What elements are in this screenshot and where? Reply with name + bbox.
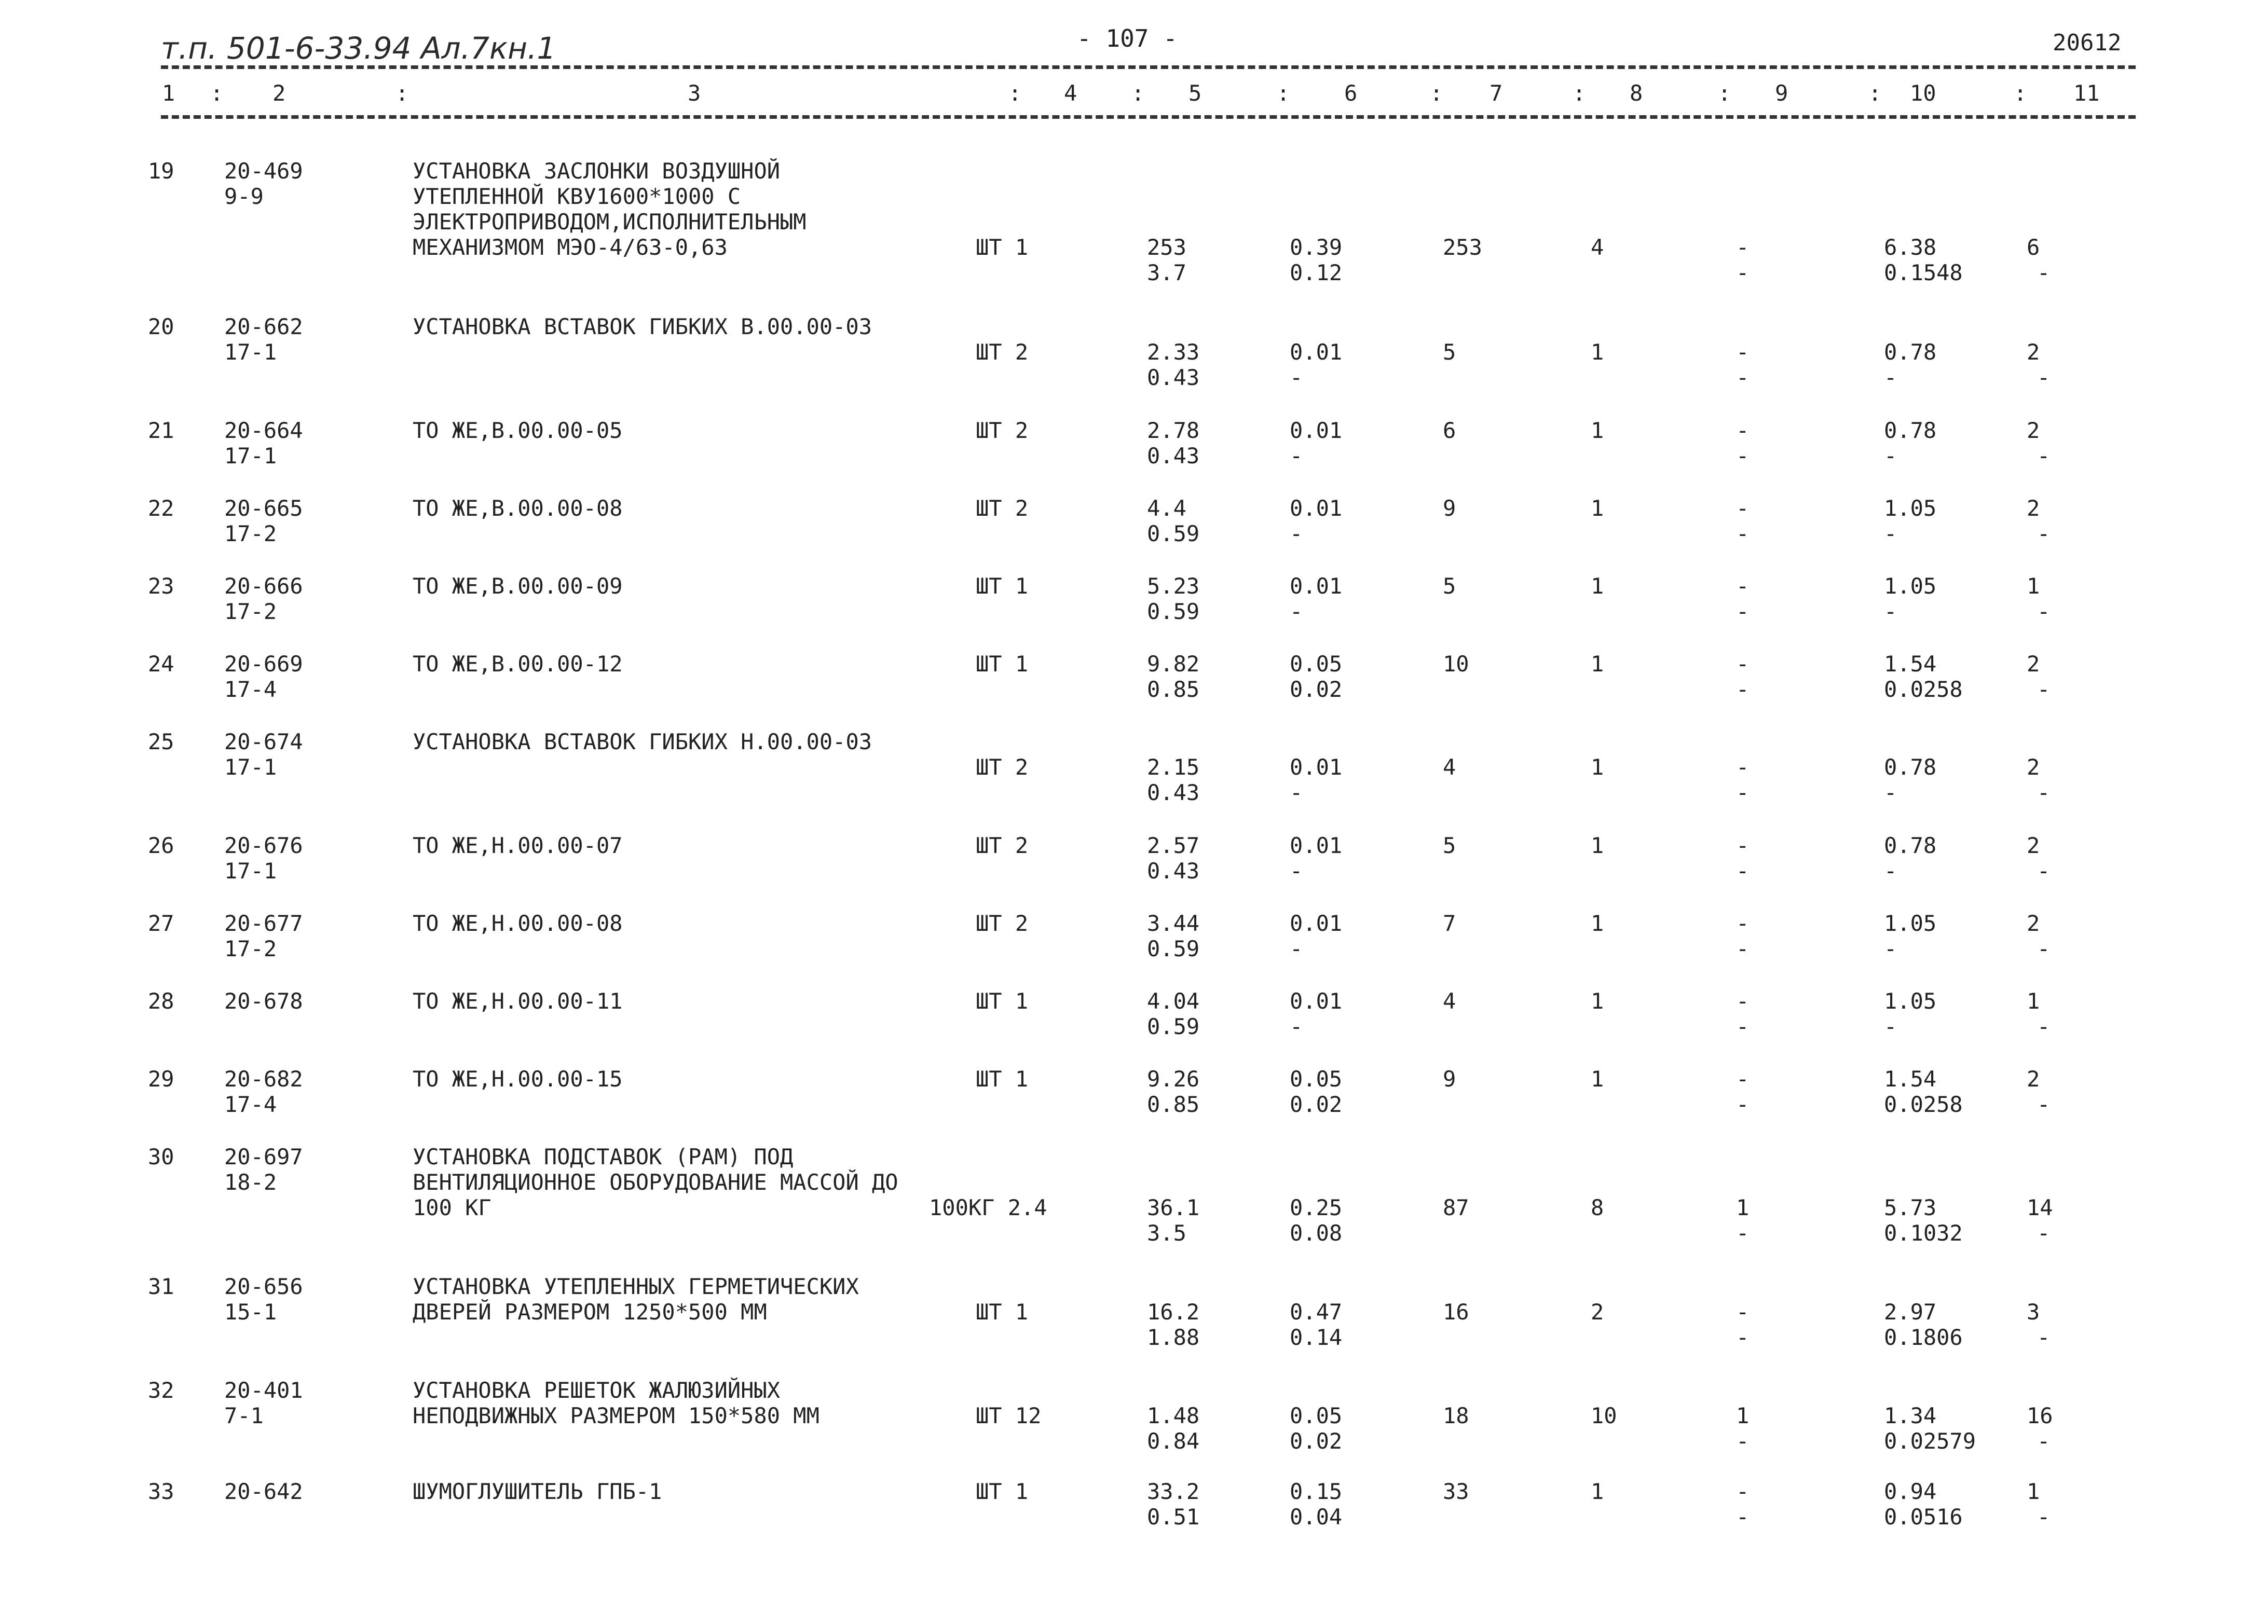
- labor-total: 6: [2027, 235, 2040, 260]
- row-number: 26: [148, 833, 174, 858]
- work-description: ТО ЖЕ,В.00.00-12: [413, 651, 623, 677]
- machine-cost-wages: -: [1290, 443, 1303, 469]
- machine-cost-wages: -: [1290, 1014, 1303, 1039]
- total-cost: 4: [1443, 754, 1456, 780]
- unit-cost-wages: 0.43: [1147, 443, 1200, 469]
- work-description: ТО ЖЕ,В.00.00-05: [413, 418, 623, 443]
- sheet-number: 20612: [2053, 30, 2122, 56]
- machine-cost: 0.15: [1290, 1479, 1343, 1504]
- column-separator: :: [1131, 80, 1145, 106]
- norm-code: 20-665: [224, 496, 303, 521]
- total-machine-wages: -: [1736, 260, 1750, 285]
- column-separator: :: [1868, 80, 1882, 106]
- labor-machinists: 0.1032: [1884, 1220, 1963, 1246]
- unit-cost: 16.2: [1147, 1299, 1200, 1325]
- machine-cost: 0.01: [1290, 573, 1343, 599]
- unit-quantity: ШТ 1: [976, 651, 1029, 677]
- labor-total: 2: [2027, 911, 2040, 936]
- column-separator: :: [1718, 80, 1731, 106]
- total-machine: -: [1736, 418, 1750, 443]
- norm-code: 20-469: [224, 158, 303, 184]
- unit-cost: 2.33: [1147, 339, 1200, 365]
- labor-per-unit: 1.05: [1884, 573, 1937, 599]
- machine-cost: 0.01: [1290, 496, 1343, 521]
- norm-subcode: 17-2: [224, 521, 277, 546]
- machine-cost: 0.25: [1290, 1195, 1343, 1220]
- total-machine: -: [1736, 754, 1750, 780]
- unit-cost: 2.78: [1147, 418, 1200, 443]
- machine-cost-wages: 0.08: [1290, 1220, 1343, 1246]
- total-machine: -: [1736, 235, 1750, 260]
- labor-machinists: 0.1548: [1884, 260, 1963, 285]
- labor-per-unit: 2.97: [1884, 1299, 1937, 1325]
- labor-machinists-total: -: [2037, 858, 2051, 884]
- total-machine: 1: [1736, 1403, 1750, 1428]
- norm-code: 20-401: [224, 1378, 303, 1403]
- unit-cost: 5.23: [1147, 573, 1200, 599]
- machine-cost-wages: -: [1290, 599, 1303, 624]
- norm-subcode: 7-1: [224, 1403, 264, 1428]
- norm-subcode: 17-1: [224, 754, 277, 780]
- labor-total: 2: [2027, 754, 2040, 780]
- norm-subcode: 17-1: [224, 858, 277, 884]
- labor-machinists-total: -: [2037, 1428, 2051, 1454]
- norm-code: 20-656: [224, 1274, 303, 1299]
- norm-code: 20-666: [224, 573, 303, 599]
- column-separator: :: [1008, 80, 1022, 106]
- header-rule: [161, 115, 2136, 119]
- labor-per-unit: 0.78: [1884, 754, 1937, 780]
- unit-quantity: ШТ 2: [976, 911, 1029, 936]
- total-machine-wages: -: [1736, 936, 1750, 961]
- total-machine: -: [1736, 651, 1750, 677]
- labor-total: 2: [2027, 339, 2040, 365]
- total-wages: 1: [1591, 754, 1604, 780]
- total-machine-wages: -: [1736, 1014, 1750, 1039]
- column-separator: :: [1430, 80, 1443, 106]
- unit-quantity: ШТ 2: [976, 496, 1029, 521]
- machine-cost-wages: 0.02: [1290, 1092, 1343, 1117]
- total-machine-wages: -: [1736, 780, 1750, 805]
- work-description: МЕХАНИЗМОМ МЭО-4/63-0,63: [413, 235, 728, 260]
- machine-cost-wages: -: [1290, 365, 1303, 390]
- labor-per-unit: 1.34: [1884, 1403, 1937, 1428]
- unit-quantity: ШТ 1: [976, 988, 1029, 1014]
- row-number: 29: [148, 1066, 174, 1092]
- total-machine-wages: -: [1736, 677, 1750, 702]
- labor-machinists: 0.0258: [1884, 677, 1963, 702]
- work-description: ШУМОГЛУШИТЕЛЬ ГПБ-1: [413, 1479, 662, 1504]
- total-machine: -: [1736, 1066, 1750, 1092]
- labor-per-unit: 0.78: [1884, 833, 1937, 858]
- unit-cost: 33.2: [1147, 1479, 1200, 1504]
- labor-per-unit: 1.54: [1884, 651, 1937, 677]
- column-number-2: 2: [272, 80, 286, 106]
- labor-machinists: -: [1884, 521, 1897, 546]
- norm-code: 20-677: [224, 911, 303, 936]
- labor-per-unit: 1.54: [1884, 1066, 1937, 1092]
- labor-machinists-total: -: [2037, 1504, 2051, 1530]
- total-machine-wages: -: [1736, 599, 1750, 624]
- labor-total: 1: [2027, 1479, 2040, 1504]
- unit-cost: 253: [1147, 235, 1186, 260]
- column-separator: :: [2014, 80, 2027, 106]
- unit-quantity: ШТ 2: [976, 339, 1029, 365]
- work-description: НЕПОДВИЖНЫХ РАЗМЕРОМ 150*580 ММ: [413, 1403, 819, 1428]
- total-machine-wages: -: [1736, 1325, 1750, 1350]
- machine-cost: 0.01: [1290, 911, 1343, 936]
- labor-per-unit: 1.05: [1884, 988, 1937, 1014]
- total-wages: 1: [1591, 339, 1604, 365]
- work-description: ЭЛЕКТРОПРИВОДОМ,ИСПОЛНИТЕЛЬНЫМ: [413, 209, 807, 235]
- norm-subcode: 15-1: [224, 1299, 277, 1325]
- column-number-6: 6: [1344, 80, 1358, 106]
- total-wages: 10: [1591, 1403, 1617, 1428]
- row-number: 21: [148, 418, 174, 443]
- unit-cost-wages: 0.85: [1147, 677, 1200, 702]
- work-description: ВЕНТИЛЯЦИОННОЕ ОБОРУДОВАНИЕ МАССОЙ ДО: [413, 1169, 898, 1195]
- labor-machinists: 0.0516: [1884, 1504, 1963, 1530]
- work-description: ТО ЖЕ,Н.00.00-15: [413, 1066, 623, 1092]
- column-number-10: 10: [1910, 80, 1936, 106]
- total-wages: 1: [1591, 988, 1604, 1014]
- total-machine: -: [1736, 988, 1750, 1014]
- total-wages: 1: [1591, 573, 1604, 599]
- labor-machinists-total: -: [2037, 365, 2051, 390]
- machine-cost: 0.01: [1290, 988, 1343, 1014]
- norm-subcode: 17-4: [224, 677, 277, 702]
- total-wages: 1: [1591, 496, 1604, 521]
- unit-cost-wages: 0.43: [1147, 858, 1200, 884]
- total-machine: -: [1736, 1299, 1750, 1325]
- unit-cost-wages: 0.84: [1147, 1428, 1200, 1454]
- labor-total: 2: [2027, 1066, 2040, 1092]
- total-cost: 5: [1443, 573, 1456, 599]
- total-wages: 8: [1591, 1195, 1604, 1220]
- norm-code: 20-662: [224, 314, 303, 339]
- total-cost: 10: [1443, 651, 1469, 677]
- column-number-4: 4: [1064, 80, 1077, 106]
- machine-cost-wages: 0.02: [1290, 677, 1343, 702]
- column-number-7: 7: [1490, 80, 1503, 106]
- unit-quantity: 100КГ 2.4: [929, 1195, 1047, 1220]
- labor-per-unit: 1.05: [1884, 496, 1937, 521]
- unit-quantity: ШТ 1: [976, 1479, 1029, 1504]
- total-machine: -: [1736, 833, 1750, 858]
- labor-per-unit: 6.38: [1884, 235, 1937, 260]
- unit-quantity: ШТ 2: [976, 418, 1029, 443]
- unit-cost: 9.82: [1147, 651, 1200, 677]
- machine-cost: 0.01: [1290, 339, 1343, 365]
- labor-machinists-total: -: [2037, 780, 2051, 805]
- work-description: ТО ЖЕ,Н.00.00-11: [413, 988, 623, 1014]
- unit-quantity: ШТ 1: [976, 1066, 1029, 1092]
- row-number: 27: [148, 911, 174, 936]
- unit-cost-wages: 0.85: [1147, 1092, 1200, 1117]
- total-machine-wages: -: [1736, 521, 1750, 546]
- norm-code: 20-678: [224, 988, 303, 1014]
- column-number-3: 3: [688, 80, 701, 106]
- unit-quantity: ШТ 12: [976, 1403, 1042, 1428]
- machine-cost-wages: -: [1290, 780, 1303, 805]
- machine-cost-wages: 0.12: [1290, 260, 1343, 285]
- labor-machinists: -: [1884, 365, 1897, 390]
- norm-subcode: 17-4: [224, 1092, 277, 1117]
- machine-cost: 0.47: [1290, 1299, 1343, 1325]
- norm-code: 20-697: [224, 1144, 303, 1169]
- column-number-8: 8: [1630, 80, 1643, 106]
- work-description: ТО ЖЕ,В.00.00-08: [413, 496, 623, 521]
- row-number: 23: [148, 573, 174, 599]
- machine-cost-wages: -: [1290, 936, 1303, 961]
- machine-cost-wages: -: [1290, 521, 1303, 546]
- norm-subcode: 17-2: [224, 936, 277, 961]
- total-wages: 1: [1591, 651, 1604, 677]
- total-machine-wages: -: [1736, 443, 1750, 469]
- labor-total: 2: [2027, 651, 2040, 677]
- column-number-1: 1: [162, 80, 175, 106]
- total-machine: -: [1736, 573, 1750, 599]
- total-cost: 9: [1443, 1066, 1456, 1092]
- machine-cost: 0.01: [1290, 418, 1343, 443]
- labor-per-unit: 1.05: [1884, 911, 1937, 936]
- row-number: 32: [148, 1378, 174, 1403]
- row-number: 19: [148, 158, 174, 184]
- work-description: УСТАНОВКА ЗАСЛОНКИ ВОЗДУШНОЙ: [413, 158, 781, 184]
- total-wages: 4: [1591, 235, 1604, 260]
- total-cost: 87: [1443, 1195, 1469, 1220]
- unit-cost: 9.26: [1147, 1066, 1200, 1092]
- page-number: - 107 -: [1077, 24, 1178, 52]
- labor-machinists-total: -: [2037, 1325, 2051, 1350]
- labor-machinists-total: -: [2037, 599, 2051, 624]
- top-rule: [161, 65, 2136, 69]
- unit-cost-wages: 0.43: [1147, 365, 1200, 390]
- labor-machinists: -: [1884, 936, 1897, 961]
- total-machine-wages: -: [1736, 365, 1750, 390]
- total-machine: -: [1736, 911, 1750, 936]
- work-description: УСТАНОВКА РЕШЕТОК ЖАЛЮЗИЙНЫХ: [413, 1378, 781, 1403]
- labor-per-unit: 0.78: [1884, 418, 1937, 443]
- total-machine-wages: -: [1736, 1504, 1750, 1530]
- column-separator: :: [1573, 80, 1586, 106]
- norm-subcode: 18-2: [224, 1169, 277, 1195]
- total-cost: 7: [1443, 911, 1456, 936]
- work-description: УСТАНОВКА ПОДСТАВОК (РАМ) ПОД: [413, 1144, 794, 1169]
- total-machine: 1: [1736, 1195, 1750, 1220]
- total-machine-wages: -: [1736, 1220, 1750, 1246]
- unit-quantity: ШТ 2: [976, 754, 1029, 780]
- labor-per-unit: 0.78: [1884, 339, 1937, 365]
- labor-machinists: 0.1806: [1884, 1325, 1963, 1350]
- column-number-11: 11: [2073, 80, 2100, 106]
- row-number: 25: [148, 729, 174, 754]
- labor-machinists-total: -: [2037, 936, 2051, 961]
- row-number: 24: [148, 651, 174, 677]
- unit-cost: 1.48: [1147, 1403, 1200, 1428]
- labor-total: 1: [2027, 988, 2040, 1014]
- norm-subcode: 17-1: [224, 339, 277, 365]
- labor-machinists: 0.02579: [1884, 1428, 1976, 1454]
- unit-cost-wages: 0.59: [1147, 1014, 1200, 1039]
- total-cost: 18: [1443, 1403, 1469, 1428]
- labor-total: 3: [2027, 1299, 2040, 1325]
- machine-cost-wages: 0.02: [1290, 1428, 1343, 1454]
- labor-machinists: -: [1884, 1014, 1897, 1039]
- machine-cost: 0.05: [1290, 1403, 1343, 1428]
- row-number: 31: [148, 1274, 174, 1299]
- labor-machinists: -: [1884, 599, 1897, 624]
- labor-total: 2: [2027, 418, 2040, 443]
- total-machine-wages: -: [1736, 1428, 1750, 1454]
- labor-machinists-total: -: [2037, 1014, 2051, 1039]
- total-cost: 9: [1443, 496, 1456, 521]
- machine-cost-wages: 0.04: [1290, 1504, 1343, 1530]
- unit-quantity: ШТ 1: [976, 1299, 1029, 1325]
- machine-cost: 0.05: [1290, 1066, 1343, 1092]
- total-cost: 5: [1443, 339, 1456, 365]
- work-description: ТО ЖЕ,Н.00.00-07: [413, 833, 623, 858]
- labor-machinists-total: -: [2037, 443, 2051, 469]
- labor-machinists-total: -: [2037, 677, 2051, 702]
- total-cost: 16: [1443, 1299, 1469, 1325]
- unit-cost-wages: 0.51: [1147, 1504, 1200, 1530]
- machine-cost: 0.39: [1290, 235, 1343, 260]
- labor-machinists: -: [1884, 780, 1897, 805]
- labor-machinists-total: -: [2037, 1220, 2051, 1246]
- row-number: 30: [148, 1144, 174, 1169]
- labor-machinists-total: -: [2037, 1092, 2051, 1117]
- unit-cost-wages: 3.7: [1147, 260, 1186, 285]
- total-wages: 1: [1591, 418, 1604, 443]
- work-description: ТО ЖЕ,Н.00.00-08: [413, 911, 623, 936]
- unit-quantity: ШТ 1: [976, 573, 1029, 599]
- work-description: УСТАНОВКА УТЕПЛЕННЫХ ГЕРМЕТИЧЕСКИХ: [413, 1274, 859, 1299]
- work-description: УСТАНОВКА ВСТАВОК ГИБКИХ В.00.00-03: [413, 314, 872, 339]
- column-number-5: 5: [1188, 80, 1202, 106]
- labor-total: 2: [2027, 496, 2040, 521]
- row-number: 22: [148, 496, 174, 521]
- unit-cost: 4.4: [1147, 496, 1186, 521]
- unit-cost-wages: 0.43: [1147, 780, 1200, 805]
- row-number: 33: [148, 1479, 174, 1504]
- work-description: УТЕПЛЕННОЙ КВУ1600*1000 С: [413, 184, 741, 209]
- unit-cost-wages: 3.5: [1147, 1220, 1186, 1246]
- machine-cost: 0.01: [1290, 833, 1343, 858]
- labor-machinists-total: -: [2037, 260, 2051, 285]
- labor-total: 16: [2027, 1403, 2053, 1428]
- norm-code: 20-664: [224, 418, 303, 443]
- labor-machinists: -: [1884, 858, 1897, 884]
- total-wages: 1: [1591, 833, 1604, 858]
- labor-machinists-total: -: [2037, 521, 2051, 546]
- norm-code: 20-676: [224, 833, 303, 858]
- total-cost: 253: [1443, 235, 1482, 260]
- unit-quantity: ШТ 1: [976, 235, 1029, 260]
- column-separator: :: [210, 80, 224, 106]
- total-machine: -: [1736, 1479, 1750, 1504]
- labor-total: 14: [2027, 1195, 2053, 1220]
- norm-subcode: 17-2: [224, 599, 277, 624]
- labor-machinists: -: [1884, 443, 1897, 469]
- total-machine-wages: -: [1736, 1092, 1750, 1117]
- total-wages: 2: [1591, 1299, 1604, 1325]
- unit-cost: 36.1: [1147, 1195, 1200, 1220]
- total-cost: 4: [1443, 988, 1456, 1014]
- project-designation: т.п. 501-6-33.94 Ал.7кн.1: [161, 31, 556, 66]
- labor-total: 2: [2027, 833, 2040, 858]
- labor-per-unit: 5.73: [1884, 1195, 1937, 1220]
- work-description: УСТАНОВКА ВСТАВОК ГИБКИХ Н.00.00-03: [413, 729, 872, 754]
- total-machine-wages: -: [1736, 858, 1750, 884]
- total-wages: 1: [1591, 1066, 1604, 1092]
- unit-cost: 4.04: [1147, 988, 1200, 1014]
- column-number-9: 9: [1775, 80, 1788, 106]
- labor-total: 1: [2027, 573, 2040, 599]
- unit-cost-wages: 0.59: [1147, 936, 1200, 961]
- norm-code: 20-669: [224, 651, 303, 677]
- total-machine: -: [1736, 339, 1750, 365]
- labor-per-unit: 0.94: [1884, 1479, 1937, 1504]
- work-description: ТО ЖЕ,В.00.00-09: [413, 573, 623, 599]
- unit-cost-wages: 1.88: [1147, 1325, 1200, 1350]
- machine-cost: 0.05: [1290, 651, 1343, 677]
- norm-code: 20-682: [224, 1066, 303, 1092]
- total-cost: 33: [1443, 1479, 1469, 1504]
- unit-cost-wages: 0.59: [1147, 521, 1200, 546]
- machine-cost-wages: 0.14: [1290, 1325, 1343, 1350]
- norm-subcode: 17-1: [224, 443, 277, 469]
- norm-code: 20-642: [224, 1479, 303, 1504]
- unit-cost: 2.57: [1147, 833, 1200, 858]
- labor-machinists: 0.0258: [1884, 1092, 1963, 1117]
- total-cost: 6: [1443, 418, 1456, 443]
- unit-quantity: ШТ 2: [976, 833, 1029, 858]
- unit-cost: 2.15: [1147, 754, 1200, 780]
- row-number: 20: [148, 314, 174, 339]
- column-separator: :: [395, 80, 409, 106]
- norm-subcode: 9-9: [224, 184, 264, 209]
- total-wages: 1: [1591, 911, 1604, 936]
- column-separator: :: [1277, 80, 1290, 106]
- work-description: ДВЕРЕЙ РАЗМЕРОМ 1250*500 ММ: [413, 1299, 767, 1325]
- total-machine: -: [1736, 496, 1750, 521]
- work-description: 100 КГ: [413, 1195, 491, 1220]
- row-number: 28: [148, 988, 174, 1014]
- total-wages: 1: [1591, 1479, 1604, 1504]
- norm-code: 20-674: [224, 729, 303, 754]
- machine-cost: 0.01: [1290, 754, 1343, 780]
- total-cost: 5: [1443, 833, 1456, 858]
- unit-cost-wages: 0.59: [1147, 599, 1200, 624]
- machine-cost-wages: -: [1290, 858, 1303, 884]
- unit-cost: 3.44: [1147, 911, 1200, 936]
